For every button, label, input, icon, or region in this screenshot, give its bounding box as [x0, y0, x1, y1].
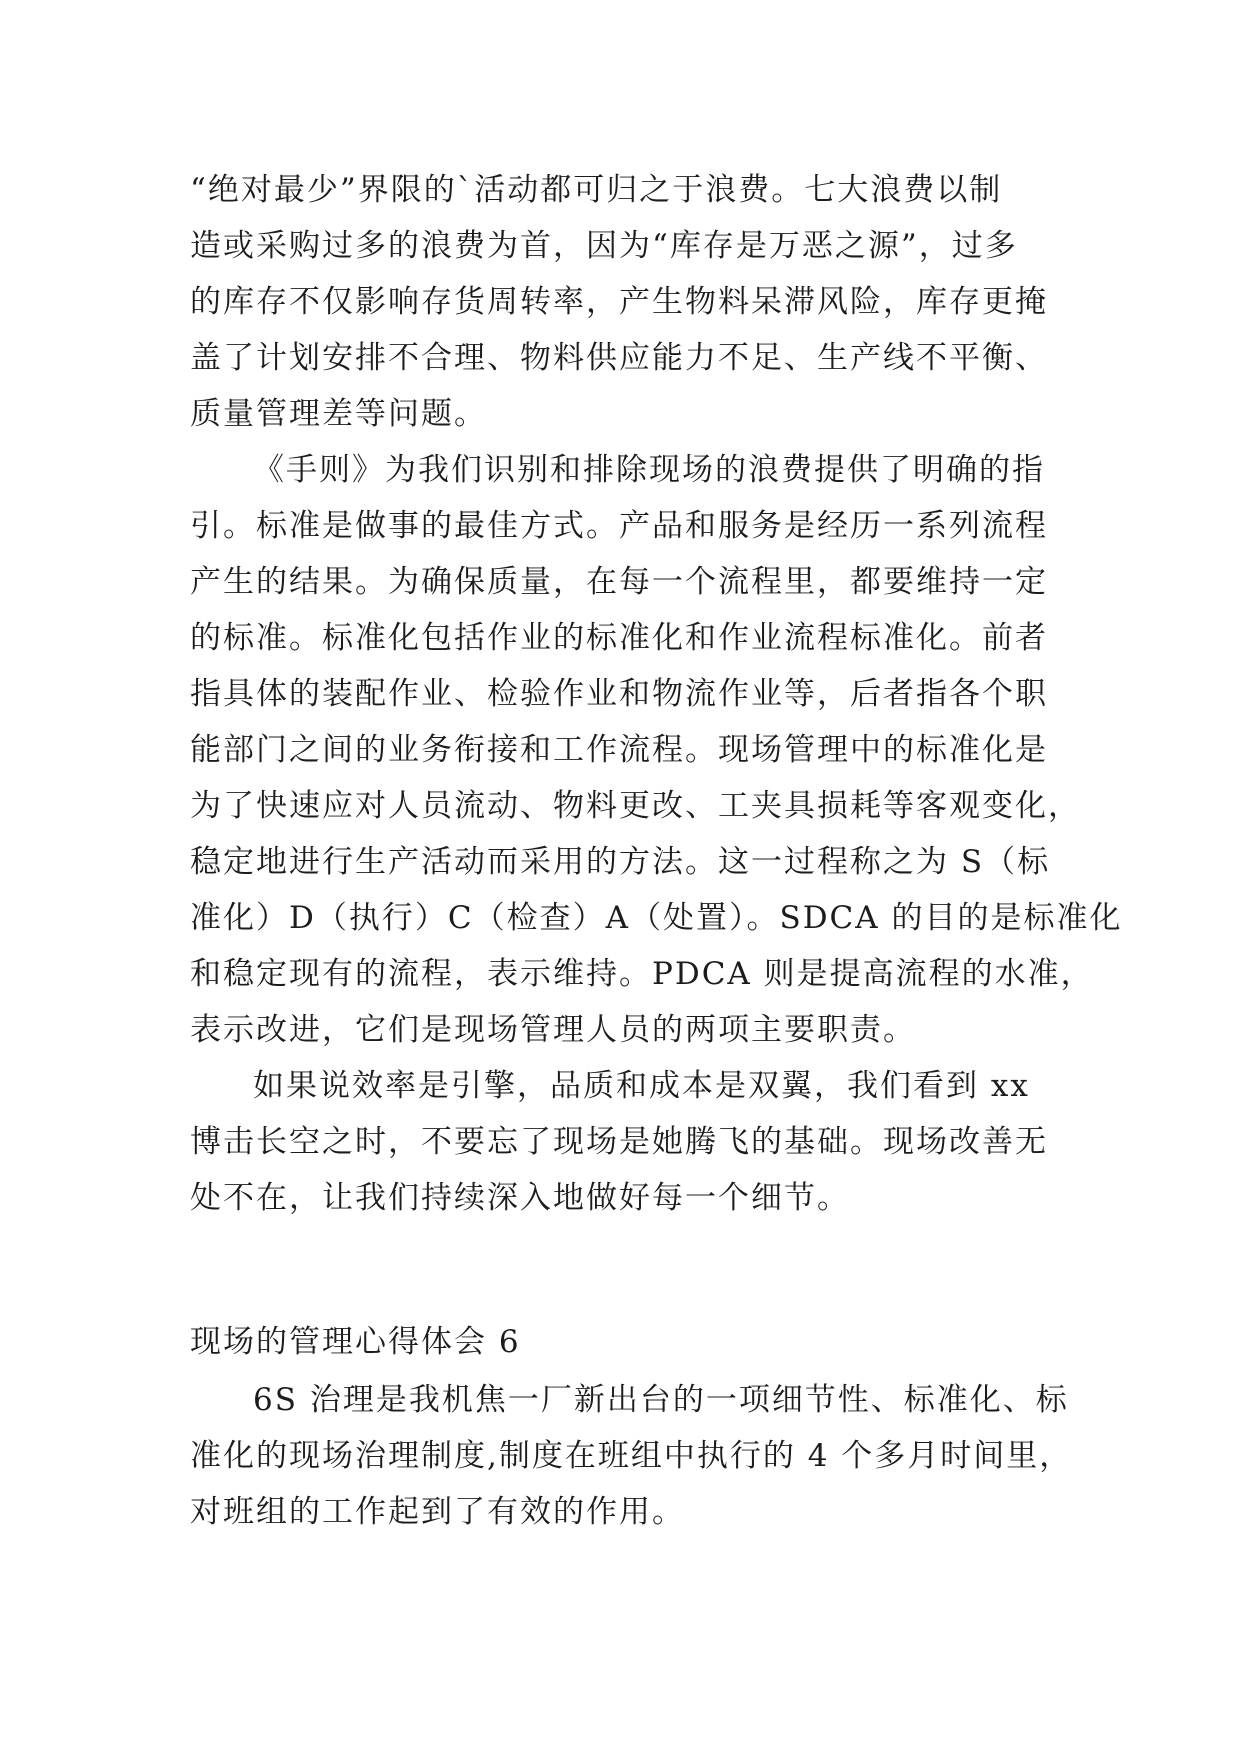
text-line: 质量管理差等问题。	[190, 396, 487, 432]
paragraph-waste	[190, 162, 1070, 442]
section-heading: 现场的管理心得体会 6	[190, 1324, 521, 1360]
text-line: 准化）D（执行）C（检查）A（处置）。SDCA 的目的是标准化	[190, 900, 1123, 936]
text-line: 对班组的工作起到了有效的作用。	[190, 1494, 685, 1530]
text-line: 6S 治理是我机焦一厂新出台的一项细节性、标准化、标	[253, 1382, 1069, 1418]
paragraph-6s	[190, 1372, 1073, 1540]
text-line: 能部门之间的业务衔接和工作流程。现场管理中的标准化是	[190, 732, 1048, 768]
text-line: 处不在，让我们持续深入地做好每一个细节。	[190, 1180, 850, 1216]
paragraph-standardization	[190, 442, 1123, 1058]
text-line: 准化的现场治理制度,制度在班组中执行的 4 个多月时间里，	[190, 1438, 1073, 1474]
document-body	[190, 162, 1123, 1540]
text-line: 表示改进，它们是现场管理人员的两项主要职责。	[190, 1012, 916, 1048]
text-line: 博击长空之时，不要忘了现场是她腾飞的基础。现场改善无	[190, 1124, 1048, 1160]
text-line: 为了快速应对人员流动、物料更改、工夹具损耗等客观变化，	[190, 788, 1081, 824]
text-line: 稳定地进行生产活动而采用的方法。这一过程称之为 S（标	[190, 844, 1051, 880]
text-line: 盖了计划安排不合理、物料供应能力不足、生产线不平衡、	[190, 340, 1048, 376]
text-line: “绝对最少”界限的`活动都可归之于浪费。七大浪费以制	[190, 172, 1003, 208]
text-line: 指具体的装配作业、检验作业和物流作业等，后者指各个职	[190, 676, 1048, 712]
text-line: 的库存不仅影响存货周转率，产生物料呆滞风险，库存更掩	[190, 284, 1048, 320]
text-line: 造或采购过多的浪费为首，因为“库存是万恶之源”，过多	[190, 228, 1018, 264]
text-line: 引。标准是做事的最佳方式。产品和服务是经历一系列流程	[190, 508, 1048, 544]
text-line: 的标准。标准化包括作业的标准化和作业流程标准化。前者	[190, 620, 1048, 656]
text-line: 《手则》为我们识别和排除现场的浪费提供了明确的指	[253, 452, 1045, 488]
text-line: 如果说效率是引擎，品质和成本是双翼，我们看到 xx	[253, 1068, 1030, 1104]
paragraph-efficiency	[190, 1058, 1070, 1226]
text-line: 和稳定现有的流程，表示维持。PDCA 则是提高流程的水准，	[190, 956, 1094, 992]
text-line: 产生的结果。为确保质量，在每一个流程里，都要维持一定	[190, 564, 1048, 600]
